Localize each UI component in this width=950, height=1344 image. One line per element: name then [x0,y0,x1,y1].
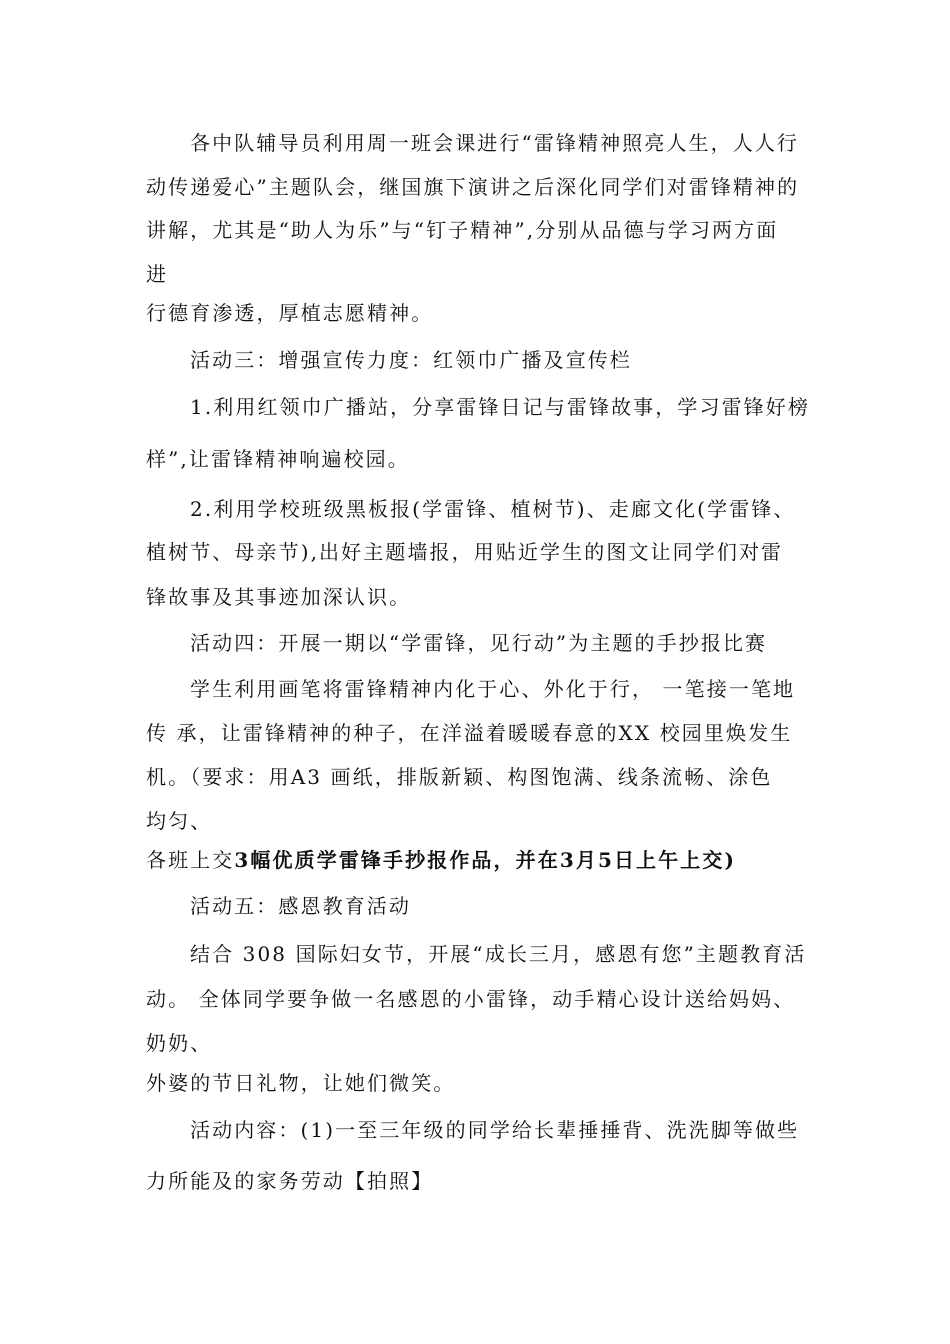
paragraph-line: 2.利用学校班级黑板报(学雷锋、植树节)、走廊文化(学雷锋、 [190,497,796,521]
paragraph-line: 动。 全体同学要争做一名感恩的小雷锋，动手精心设计送给妈妈、 [146,987,796,1011]
paragraph-line: 传 承，让雷锋精神的种子，在洋溢着暖暖春意的XX 校园里焕发生 [146,721,793,745]
paragraph-line: 机。（要求：用A3 画纸，排版新颖、构图饱满、线条流畅、涂色 [146,765,773,789]
section-heading: 活动五：感恩教育活动 [190,894,411,918]
paragraph-line: 1.利用红领巾广播站，分享雷锋日记与雷锋故事，学习雷锋好榜 [190,395,810,419]
paragraph-line: 样”,让雷锋精神响遍校园。 [146,447,410,471]
paragraph-line: 植树节、母亲节),出好主题墙报，用贴近学生的图文让同学们对雷 [146,540,784,564]
paragraph-line: 各中队辅导员利用周一班会课进行“雷锋精神照亮人生，人人行 [190,131,800,155]
paragraph-line [146,847,736,873]
paragraph-line: 均匀、 [146,809,213,833]
paragraph-line: 奶奶、 [146,1031,213,1055]
paragraph-line: 锋故事及其事迹加深认识。 [146,585,412,609]
section-heading: 活动三：增强宣传力度：红领巾广播及宣传栏 [190,348,632,372]
paragraph-line: 活动内容：(1)一至三年级的同学给长辈捶捶背、洗洗脚等做些 [190,1118,800,1142]
section-heading: 活动四：开展一期以“学雷锋，见行动”为主题的手抄报比赛 [190,631,768,655]
paragraph-line: 动传递爱心”主题队会，继国旗下演讲之后深化同学们对雷锋精神的 [146,175,800,199]
paragraph-line: 行德育渗透，厚植志愿精神。 [146,301,434,325]
line-prefix: 各班上交 [146,848,235,872]
paragraph-line: 讲解，尤其是“助人为乐”与“钉子精神”,分别从品德与学习两方面 [146,218,779,242]
bold-requirement: 3幅优质学雷锋手抄报作品，并在3月5日上午上交) [234,848,737,872]
paragraph-line: 学生利用画笔将雷锋精神内化于心、外化于行， 一笔接一笔地 [190,677,796,701]
paragraph-line: 结合 308 国际妇女节，开展“成长三月，感恩有您”主题教育活 [190,942,807,966]
paragraph-line: 外婆的节日礼物，让她们微笑。 [146,1071,456,1095]
paragraph-line: 力所能及的家务劳动【拍照】 [146,1169,434,1193]
paragraph-line: 进 [146,262,169,286]
